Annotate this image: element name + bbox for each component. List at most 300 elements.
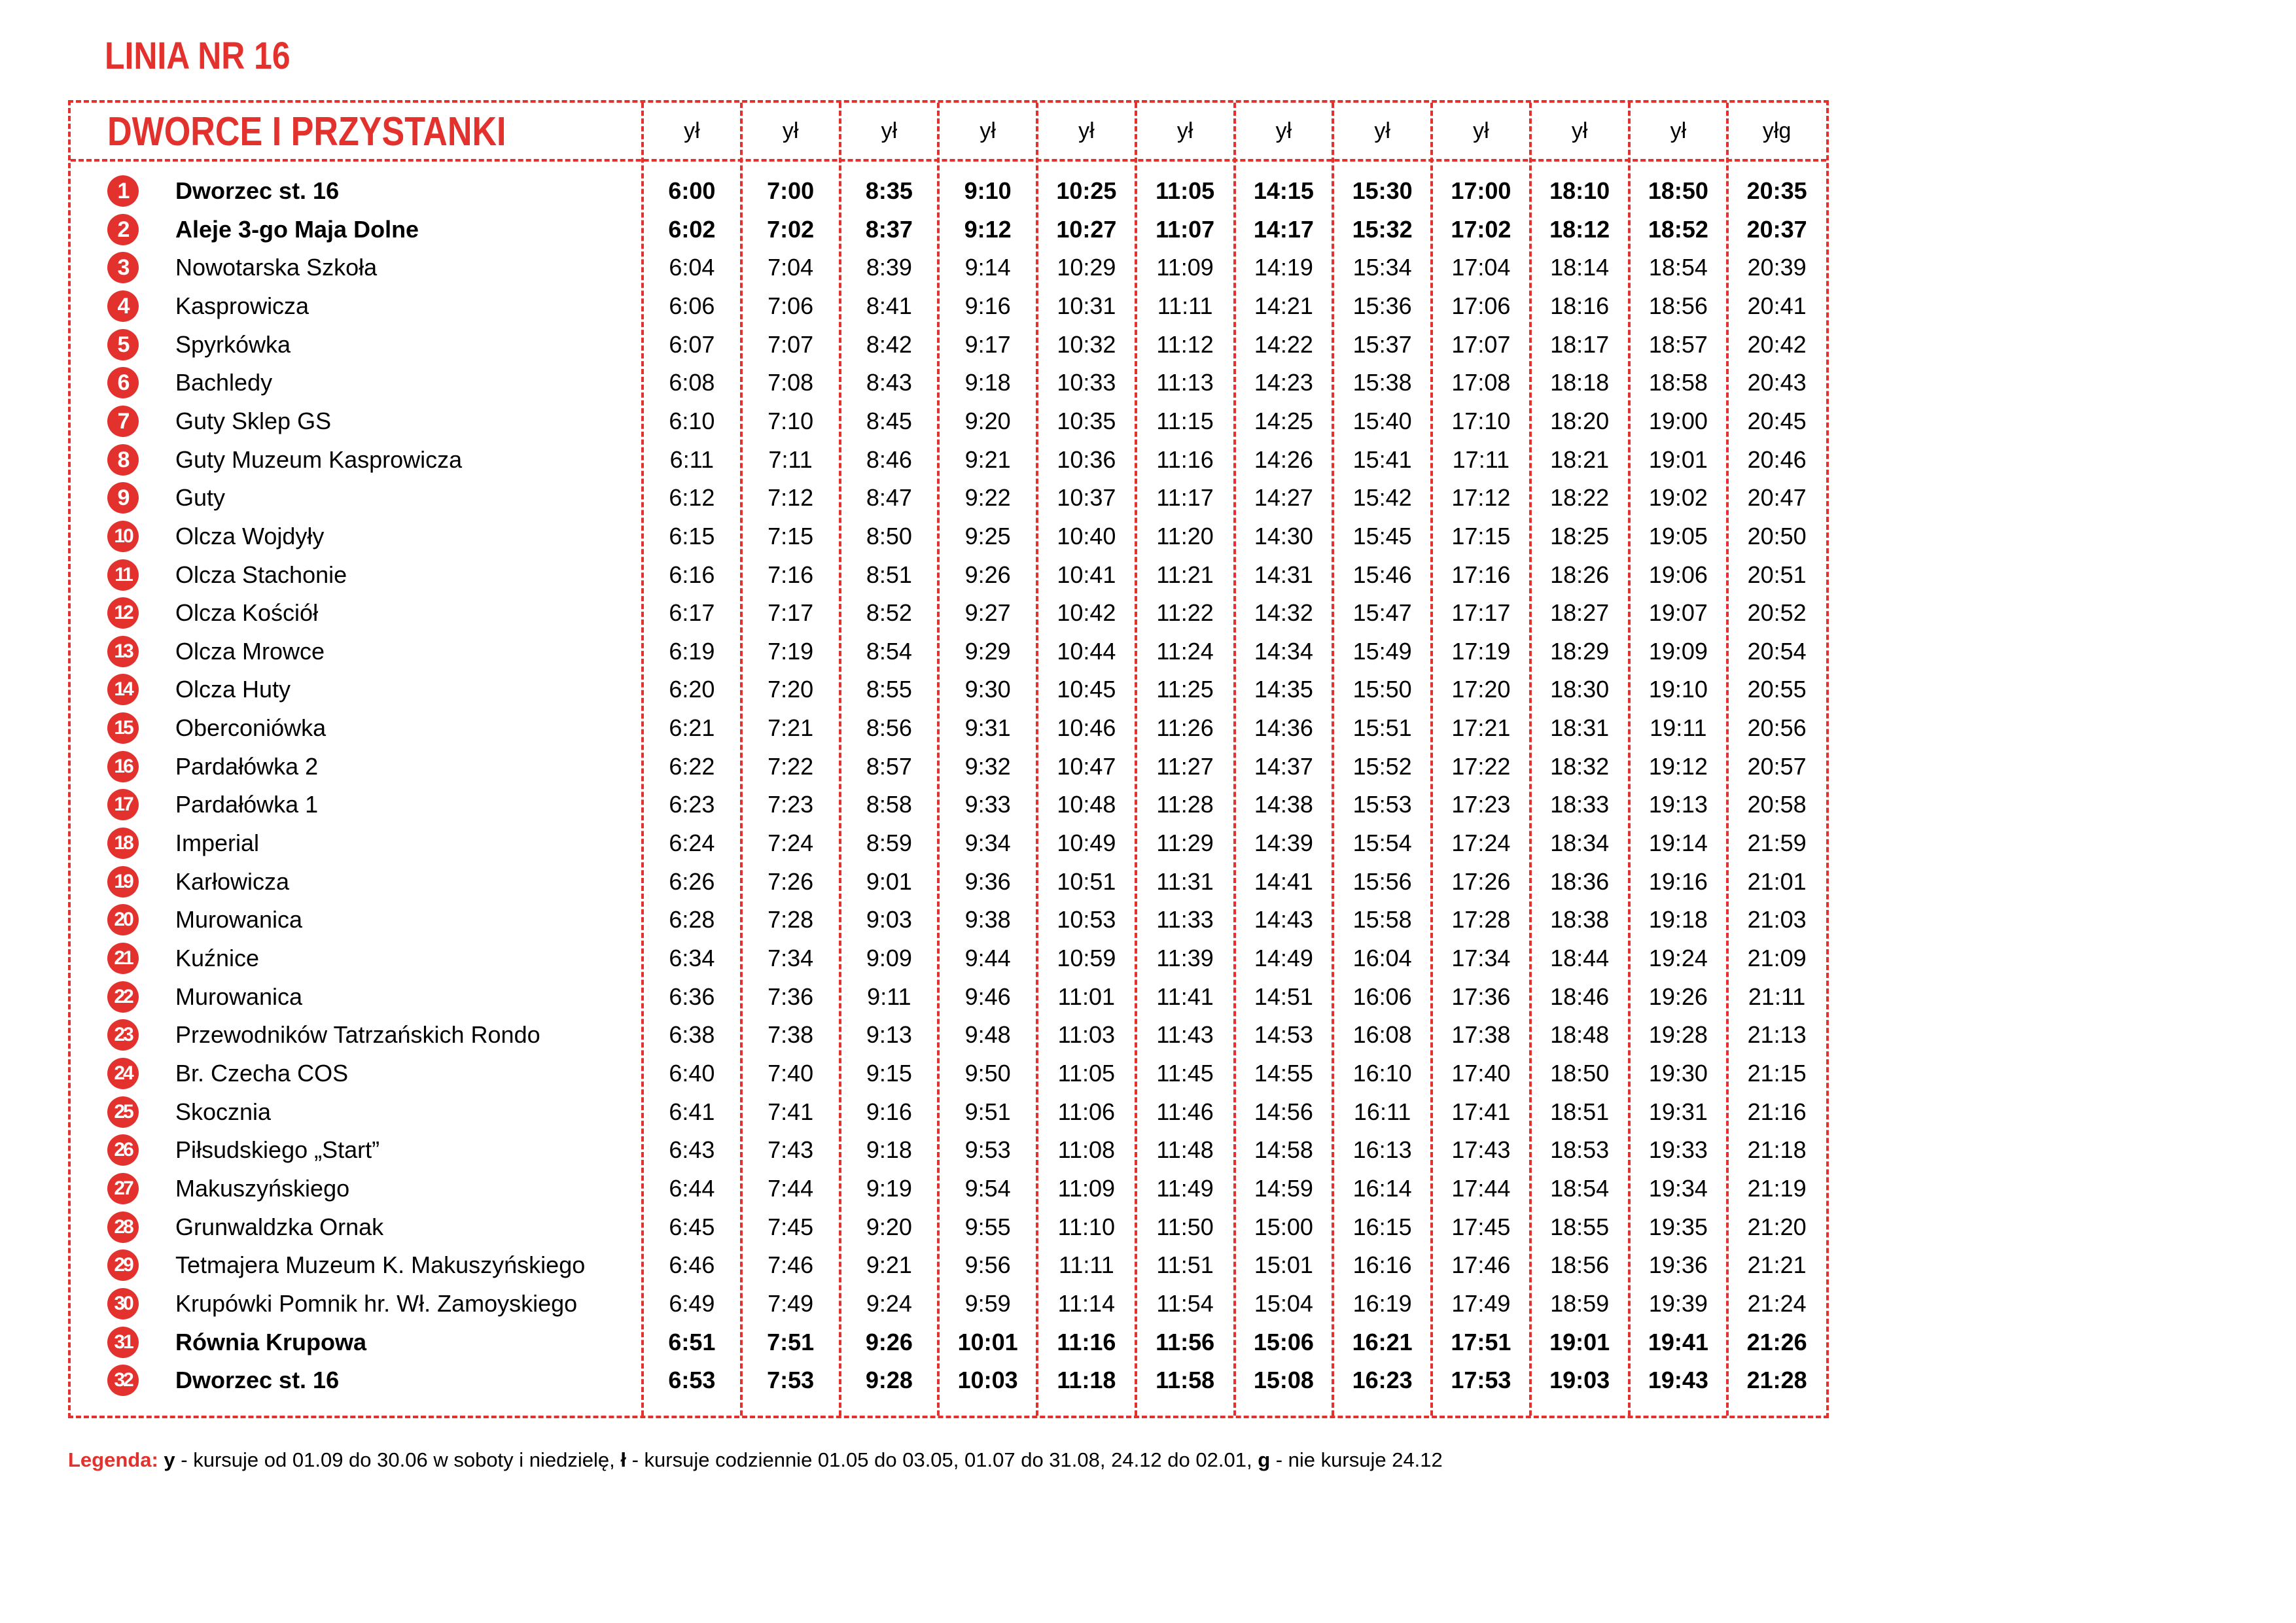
departure-time: 14:17 — [1253, 215, 1314, 243]
departure-time: 11:05 — [1156, 177, 1215, 204]
departure-time: 7:04 — [768, 254, 814, 281]
departure-time: 9:18 — [866, 1136, 912, 1164]
table-row — [71, 978, 1826, 1017]
departure-time: 6:34 — [669, 945, 715, 971]
departure-time: 9:09 — [866, 945, 912, 971]
departure-time: 15:00 — [1254, 1213, 1313, 1240]
departure-time: 14:58 — [1254, 1136, 1313, 1164]
departure-time: 6:12 — [669, 484, 715, 512]
departure-time: 17:02 — [1451, 215, 1511, 243]
departure-time: 15:06 — [1253, 1328, 1314, 1355]
departure-time: 18:22 — [1550, 484, 1610, 512]
departure-time: 17:11 — [1452, 445, 1510, 473]
stop-name: Kasprowicza — [175, 292, 309, 319]
stop-number-badge: 11 — [107, 559, 139, 591]
departure-time: 8:58 — [866, 791, 912, 818]
departure-time: 14:53 — [1254, 1021, 1313, 1049]
table-row — [71, 172, 1826, 211]
stop-name: Pardałówka 1 — [175, 791, 319, 818]
table-row — [71, 824, 1826, 863]
stop-number-badge: 14 — [107, 674, 139, 705]
departure-time: 6:24 — [669, 829, 715, 857]
departure-time: 11:21 — [1156, 561, 1214, 588]
stop-name: Krupówki Pomnik hr. Wł. Zamoyskiego — [175, 1289, 578, 1317]
departure-time: 8:51 — [866, 561, 912, 588]
departure-time: 15:08 — [1253, 1367, 1314, 1394]
departure-time: 18:33 — [1550, 791, 1610, 818]
departure-time: 10:49 — [1057, 829, 1116, 857]
legend-label: Legenda: — [68, 1448, 158, 1471]
stop-name: Spyrkówka — [175, 330, 291, 358]
departure-time: 20:57 — [1747, 752, 1807, 780]
departure-time: 20:41 — [1747, 292, 1807, 319]
departure-time: 18:53 — [1550, 1136, 1610, 1164]
departure-time: 19:16 — [1648, 867, 1708, 895]
departure-time: 9:32 — [964, 752, 1011, 780]
departure-time: 6:23 — [669, 791, 715, 818]
departure-time: 18:10 — [1549, 177, 1610, 204]
departure-time: 15:42 — [1352, 484, 1412, 512]
departure-time: 10:37 — [1057, 484, 1116, 512]
departure-time: 9:25 — [964, 522, 1011, 550]
departure-time: 21:26 — [1746, 1328, 1807, 1355]
departure-time: 7:28 — [768, 906, 814, 934]
departure-time: 17:43 — [1451, 1136, 1511, 1164]
departure-time: 20:43 — [1747, 369, 1807, 396]
stop-number-badge: 2 — [107, 214, 139, 245]
stop-number-badge: 12 — [107, 597, 139, 629]
legend-item-y: y - kursuje od 01.09 do 30.06 w soboty i niedzielę, — [164, 1448, 621, 1471]
departure-time: 16:15 — [1352, 1213, 1412, 1240]
departure-time: 17:26 — [1451, 867, 1511, 895]
stop-number-badge: 10 — [107, 521, 139, 552]
stop-number-badge: 13 — [107, 636, 139, 667]
departure-time: 19:01 — [1648, 445, 1708, 473]
departure-time: 10:29 — [1057, 254, 1116, 281]
table-row — [71, 287, 1826, 326]
departure-time: 11:01 — [1057, 983, 1116, 1010]
departure-time: 11:20 — [1156, 522, 1214, 550]
course-column-header: ył — [1374, 118, 1390, 143]
departure-time: 11:11 — [1157, 292, 1213, 319]
departure-time: 9:34 — [964, 829, 1011, 857]
departure-time: 9:12 — [964, 215, 1012, 243]
departure-time: 19:00 — [1648, 407, 1708, 434]
departure-time: 14:51 — [1254, 983, 1313, 1010]
departure-time: 20:37 — [1746, 215, 1807, 243]
departure-time: 17:20 — [1451, 676, 1511, 703]
departure-time: 6:04 — [669, 254, 715, 281]
departure-time: 9:30 — [964, 676, 1011, 703]
stop-number-badge: 26 — [107, 1134, 139, 1166]
departure-time: 7:23 — [768, 791, 814, 818]
departure-time: 20:55 — [1747, 676, 1807, 703]
departure-time: 15:04 — [1254, 1289, 1313, 1317]
departure-time: 10:32 — [1057, 330, 1116, 358]
stop-name: Tetmajera Muzeum K. Makuszyńskiego — [175, 1251, 586, 1279]
departure-time: 7:24 — [768, 829, 814, 857]
departure-time: 20:51 — [1747, 561, 1807, 588]
departure-time: 7:34 — [768, 945, 814, 971]
departure-time: 17:17 — [1451, 599, 1511, 627]
stop-name: Skocznia — [175, 1098, 272, 1125]
departure-time: 18:32 — [1550, 752, 1610, 780]
table-row — [71, 1285, 1826, 1323]
departure-time: 9:20 — [866, 1213, 912, 1240]
departure-time: 8:45 — [866, 407, 912, 434]
departure-time: 17:49 — [1451, 1289, 1511, 1317]
departure-time: 14:34 — [1254, 637, 1313, 665]
course-column-header: ył — [1275, 118, 1292, 143]
departure-time: 17:04 — [1451, 254, 1511, 281]
departure-time: 11:41 — [1156, 983, 1214, 1010]
table-row — [71, 786, 1826, 824]
departure-time: 14:39 — [1254, 829, 1313, 857]
table-row — [71, 709, 1826, 748]
table-row — [71, 326, 1826, 364]
departure-time: 20:58 — [1747, 791, 1807, 818]
departure-time: 11:03 — [1057, 1021, 1116, 1049]
departure-time: 8:37 — [865, 215, 913, 243]
stop-name: Guty — [175, 484, 226, 512]
departure-time: 10:33 — [1057, 369, 1116, 396]
departure-time: 11:27 — [1156, 752, 1214, 780]
table-row — [71, 1131, 1826, 1170]
departure-time: 21:19 — [1747, 1174, 1807, 1202]
departure-time: 10:25 — [1056, 177, 1117, 204]
departure-time: 21:20 — [1747, 1213, 1807, 1240]
departure-time: 14:32 — [1254, 599, 1313, 627]
departure-time: 18:54 — [1550, 1174, 1610, 1202]
stop-number-badge: 24 — [107, 1058, 139, 1089]
departure-time: 15:34 — [1352, 254, 1412, 281]
departure-time: 15:40 — [1352, 407, 1412, 434]
departure-time: 11:24 — [1156, 637, 1214, 665]
departure-time: 9:33 — [964, 791, 1011, 818]
course-column-header: yłg — [1762, 118, 1792, 143]
departure-time: 15:36 — [1352, 292, 1412, 319]
departure-time: 8:39 — [866, 254, 912, 281]
departure-time: 7:38 — [768, 1021, 814, 1049]
departure-time: 9:16 — [866, 1098, 912, 1125]
stop-name: Grunwaldzka Ornak — [175, 1213, 384, 1240]
departure-time: 9:50 — [964, 1059, 1011, 1087]
stop-number-badge: 21 — [107, 943, 139, 974]
stop-name: Olcza Kościół — [175, 599, 319, 627]
departure-time: 17:24 — [1451, 829, 1511, 857]
departure-time: 14:37 — [1254, 752, 1313, 780]
table-row — [71, 364, 1826, 402]
departure-time: 17:36 — [1451, 983, 1511, 1010]
departure-time: 10:40 — [1057, 522, 1116, 550]
departure-time: 9:17 — [964, 330, 1011, 358]
departure-time: 18:34 — [1550, 829, 1610, 857]
departure-time: 14:49 — [1254, 945, 1313, 971]
departure-time: 17:08 — [1451, 369, 1511, 396]
legend-item-l: ł - kursuje codziennie 01.05 do 03.05, 01.07 do 31.08, 24.12 do 02.01, — [620, 1448, 1258, 1471]
table-row — [71, 249, 1826, 287]
departure-time: 14:26 — [1254, 445, 1313, 473]
departure-time: 19:11 — [1650, 714, 1707, 742]
departure-time: 7:12 — [768, 484, 814, 512]
departure-time: 14:23 — [1254, 369, 1313, 396]
departure-time: 6:44 — [669, 1174, 715, 1202]
departure-time: 17:51 — [1451, 1328, 1511, 1355]
departure-time: 10:47 — [1057, 752, 1116, 780]
departure-time: 11:16 — [1156, 445, 1214, 473]
departure-time: 15:53 — [1352, 791, 1412, 818]
stop-name: Murowanica — [175, 983, 303, 1010]
departure-time: 9:46 — [964, 983, 1011, 1010]
departure-time: 6:28 — [669, 906, 715, 934]
stop-number-badge: 15 — [107, 712, 139, 744]
departure-time: 21:03 — [1747, 906, 1807, 934]
departure-time: 19:09 — [1648, 637, 1708, 665]
departure-time: 19:33 — [1648, 1136, 1708, 1164]
stop-name: Piłsudskiego „Start” — [175, 1136, 380, 1164]
departure-time: 20:47 — [1747, 484, 1807, 512]
departure-time: 7:44 — [768, 1174, 814, 1202]
stop-number-badge: 18 — [107, 828, 139, 859]
table-row — [71, 1016, 1826, 1055]
departure-time: 17:07 — [1451, 330, 1511, 358]
departure-time: 9:14 — [964, 254, 1011, 281]
departure-time: 21:13 — [1747, 1021, 1807, 1049]
departure-time: 7:07 — [768, 330, 814, 358]
departure-time: 18:56 — [1648, 292, 1708, 319]
departure-time: 11:13 — [1156, 369, 1214, 396]
departure-time: 17:22 — [1451, 752, 1511, 780]
course-column-header: ył — [980, 118, 996, 143]
departure-time: 15:52 — [1352, 752, 1412, 780]
departure-time: 20:52 — [1747, 599, 1807, 627]
stop-name: Przewodników Tatrzańskich Rondo — [175, 1021, 540, 1049]
departure-time: 18:17 — [1550, 330, 1610, 358]
departure-time: 19:06 — [1648, 561, 1708, 588]
departure-time: 14:41 — [1254, 867, 1313, 895]
departure-time: 11:09 — [1057, 1174, 1116, 1202]
departure-time: 11:43 — [1156, 1021, 1214, 1049]
stop-number-badge: 20 — [107, 904, 139, 935]
table-row — [71, 748, 1826, 786]
departure-time: 17:38 — [1451, 1021, 1511, 1049]
stop-name: Dworzec st. 16 — [175, 177, 340, 204]
departure-time: 11:14 — [1057, 1289, 1116, 1317]
course-column-header: ył — [881, 118, 898, 143]
table-row — [71, 939, 1826, 978]
departure-time: 15:41 — [1352, 445, 1412, 473]
departure-time: 10:31 — [1057, 292, 1116, 319]
stop-number-badge: 3 — [107, 252, 139, 283]
departure-time: 7:16 — [768, 561, 814, 588]
departure-time: 9:21 — [866, 1251, 912, 1279]
departure-time: 18:16 — [1550, 292, 1610, 319]
departure-time: 16:13 — [1352, 1136, 1412, 1164]
departure-time: 17:23 — [1451, 791, 1511, 818]
departure-time: 7:08 — [768, 369, 814, 396]
departure-time: 11:18 — [1057, 1367, 1116, 1394]
departure-time: 14:30 — [1254, 522, 1313, 550]
departure-time: 19:30 — [1648, 1059, 1708, 1087]
departure-time: 15:46 — [1352, 561, 1412, 588]
departure-time: 21:21 — [1747, 1251, 1807, 1279]
table-row — [71, 441, 1826, 480]
departure-time: 14:35 — [1254, 676, 1313, 703]
departure-time: 10:27 — [1056, 215, 1117, 243]
departure-time: 6:19 — [669, 637, 715, 665]
departure-time: 19:41 — [1648, 1328, 1708, 1355]
departure-time: 17:15 — [1451, 522, 1511, 550]
departure-time: 8:47 — [866, 484, 912, 512]
table-row — [71, 211, 1826, 249]
stop-name: Makuszyńskiego — [175, 1174, 350, 1202]
departure-time: 10:36 — [1057, 445, 1116, 473]
departure-time: 11:29 — [1156, 829, 1214, 857]
stop-number-badge: 7 — [107, 406, 139, 437]
departure-time: 19:43 — [1648, 1367, 1708, 1394]
departure-time: 10:59 — [1057, 945, 1116, 971]
departure-time: 16:10 — [1352, 1059, 1412, 1087]
stop-name: Guty Muzeum Kasprowicza — [175, 445, 463, 473]
departure-time: 9:38 — [964, 906, 1011, 934]
stop-number-badge: 29 — [107, 1249, 139, 1281]
departure-time: 9:16 — [964, 292, 1011, 319]
departure-time: 21:01 — [1747, 867, 1807, 895]
table-row — [71, 671, 1826, 709]
departure-time: 19:36 — [1648, 1251, 1708, 1279]
departure-time: 11:56 — [1156, 1328, 1215, 1355]
departure-time: 9:48 — [964, 1021, 1011, 1049]
stop-number-badge: 23 — [107, 1019, 139, 1051]
departure-time: 10:01 — [957, 1328, 1018, 1355]
departure-time: 11:50 — [1156, 1213, 1214, 1240]
departure-time: 7:26 — [768, 867, 814, 895]
departure-time: 9:15 — [866, 1059, 912, 1087]
departure-time: 9:11 — [867, 983, 911, 1010]
course-column-header: ył — [1176, 118, 1193, 143]
course-column-header: ył — [782, 118, 799, 143]
departure-time: 15:51 — [1352, 714, 1412, 742]
departure-time: 9:22 — [964, 484, 1011, 512]
departure-time: 15:47 — [1352, 599, 1412, 627]
table-row — [71, 863, 1826, 901]
departure-time: 11:17 — [1156, 484, 1214, 512]
departure-time: 18:31 — [1550, 714, 1610, 742]
departure-time: 16:19 — [1352, 1289, 1412, 1317]
departure-time: 17:46 — [1451, 1251, 1511, 1279]
departure-time: 21:28 — [1746, 1367, 1807, 1394]
departure-time: 8:46 — [866, 445, 912, 473]
departure-time: 19:02 — [1648, 484, 1708, 512]
table-row — [71, 1093, 1826, 1132]
stop-number-badge: 8 — [107, 444, 139, 476]
departure-time: 17:00 — [1451, 177, 1511, 204]
departure-time: 11:28 — [1156, 791, 1214, 818]
stop-number-badge: 6 — [107, 367, 139, 398]
stop-number-badge: 30 — [107, 1288, 139, 1319]
departure-time: 19:12 — [1648, 752, 1708, 780]
departure-time: 11:11 — [1059, 1251, 1114, 1279]
departure-time: 18:29 — [1550, 637, 1610, 665]
departure-time: 17:40 — [1451, 1059, 1511, 1087]
departure-time: 8:59 — [866, 829, 912, 857]
departure-time: 10:48 — [1057, 791, 1116, 818]
departure-time: 6:15 — [669, 522, 715, 550]
departure-time: 20:42 — [1747, 330, 1807, 358]
departure-time: 20:50 — [1747, 522, 1807, 550]
departure-time: 19:34 — [1648, 1174, 1708, 1202]
departure-time: 16:14 — [1352, 1174, 1412, 1202]
departure-time: 17:06 — [1451, 292, 1511, 319]
stop-number-badge: 25 — [107, 1096, 139, 1128]
departure-time: 17:21 — [1451, 714, 1511, 742]
departure-time: 19:07 — [1648, 599, 1708, 627]
departure-time: 18:55 — [1550, 1213, 1610, 1240]
departure-time: 17:10 — [1451, 407, 1511, 434]
departure-time: 10:35 — [1057, 407, 1116, 434]
departure-time: 11:22 — [1156, 599, 1214, 627]
course-column-header: ył — [1670, 118, 1687, 143]
departure-time: 18:52 — [1648, 215, 1708, 243]
departure-time: 11:10 — [1057, 1213, 1116, 1240]
departure-time: 11:05 — [1057, 1059, 1116, 1087]
table-row — [71, 1361, 1826, 1400]
departure-time: 14:43 — [1254, 906, 1313, 934]
departure-time: 11:51 — [1156, 1251, 1214, 1279]
departure-time: 6:22 — [669, 752, 715, 780]
departure-time: 21:24 — [1747, 1289, 1807, 1317]
table-row — [71, 1246, 1826, 1285]
timetable — [68, 100, 1829, 1418]
departure-time: 9:54 — [964, 1174, 1011, 1202]
departure-time: 18:30 — [1550, 676, 1610, 703]
stop-number-badge: 4 — [107, 290, 139, 322]
departure-time: 9:18 — [964, 369, 1011, 396]
departure-time: 15:50 — [1352, 676, 1412, 703]
table-row — [71, 594, 1826, 633]
departure-time: 8:42 — [866, 330, 912, 358]
departure-time: 9:26 — [865, 1328, 913, 1355]
departure-time: 19:39 — [1648, 1289, 1708, 1317]
departure-time: 18:27 — [1550, 599, 1610, 627]
departure-time: 19:01 — [1549, 1328, 1610, 1355]
departure-time: 15:01 — [1254, 1251, 1313, 1279]
departure-time: 17:16 — [1451, 561, 1511, 588]
departure-time: 15:54 — [1352, 829, 1412, 857]
departure-time: 14:19 — [1254, 254, 1313, 281]
stop-name: Bachledy — [175, 369, 273, 396]
departure-time: 11:39 — [1156, 945, 1214, 971]
departure-time: 19:35 — [1648, 1213, 1708, 1240]
stop-name: Br. Czecha COS — [175, 1059, 349, 1087]
stop-name: Olcza Stachonie — [175, 561, 347, 588]
departure-time: 8:52 — [866, 599, 912, 627]
stop-name: Dworzec st. 16 — [175, 1367, 340, 1394]
departure-time: 18:12 — [1549, 215, 1610, 243]
departure-time: 8:43 — [866, 369, 912, 396]
departure-time: 7:53 — [767, 1367, 815, 1394]
departure-time: 21:15 — [1747, 1059, 1807, 1087]
departure-time: 8:55 — [866, 676, 912, 703]
departure-time: 19:10 — [1648, 676, 1708, 703]
departure-time: 14:31 — [1254, 561, 1313, 588]
departure-time: 18:48 — [1550, 1021, 1610, 1049]
departure-time: 9:21 — [964, 445, 1011, 473]
line-title: LINIA NR 16 — [105, 35, 291, 77]
stop-name: Kuźnice — [175, 945, 260, 971]
departure-time: 20:35 — [1746, 177, 1807, 204]
course-column-header: ył — [684, 118, 700, 143]
